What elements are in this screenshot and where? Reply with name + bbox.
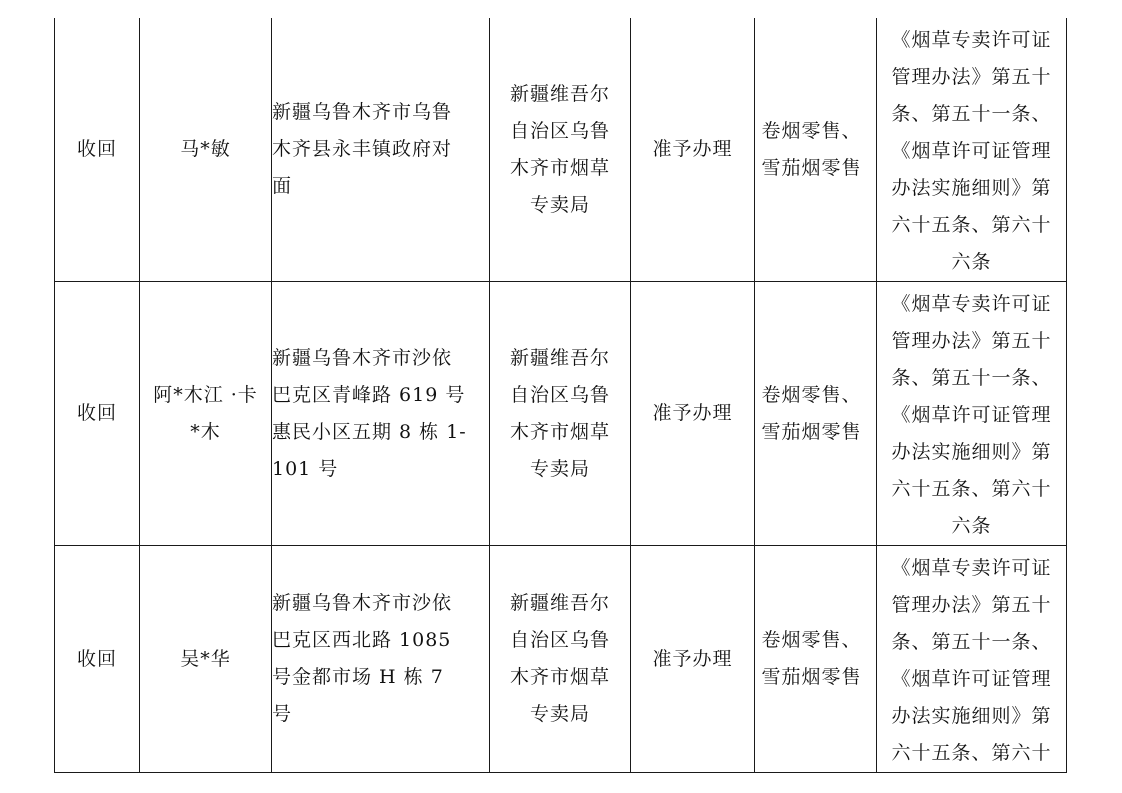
authority-text: 新疆维吾尔自治区乌鲁木齐市烟草专卖局: [509, 82, 610, 216]
address-text: 新疆乌鲁木齐市沙依巴克区青峰路 619 号惠民小区五期 8 栋 1-101 号: [272, 346, 467, 480]
action-text: 收回: [76, 647, 117, 670]
action-cell: [55, 18, 140, 282]
decision-cell: [631, 18, 755, 282]
name-text: 马*敏: [180, 138, 231, 160]
name-cell: [140, 546, 272, 773]
scope-cell: [755, 282, 877, 546]
address-text: 新疆乌鲁木齐市乌鲁木齐县永丰镇政府对面: [272, 101, 453, 197]
legal-basis-cell: [877, 282, 1067, 546]
name-cell: [140, 18, 272, 282]
name-cell: [140, 282, 272, 546]
action-cell: [55, 282, 140, 546]
scope-text: 卷烟零售、雪茄烟零售: [761, 119, 862, 179]
legal-basis-text: 《烟草专卖许可证管理办法》第五十条、第五十一条、《烟草许可证管理办法实施细则》第六十五条、第六十: [891, 557, 1052, 764]
table-row: [55, 18, 1067, 282]
authority-cell: [490, 18, 631, 282]
legal-basis-cell: [877, 18, 1067, 282]
authority-cell: [490, 546, 631, 773]
scope-cell: [755, 546, 877, 773]
legal-basis-text: 《烟草专卖许可证管理办法》第五十条、第五十一条、《烟草许可证管理办法实施细则》第六十五条、第六十六条: [891, 29, 1052, 273]
action-text: 收回: [76, 138, 117, 160]
scope-text: 卷烟零售、雪茄烟零售: [761, 383, 862, 443]
decision-text: 准予办理: [652, 138, 733, 160]
action-cell: [55, 546, 140, 773]
address-cell: [272, 18, 490, 282]
authority-text: 新疆维吾尔自治区乌鲁木齐市烟草专卖局: [509, 346, 610, 480]
scope-cell: [755, 18, 877, 282]
action-text: 收回: [76, 402, 117, 424]
license-records-table: [54, 18, 1067, 773]
address-cell: [272, 546, 490, 773]
address-cell: [272, 282, 490, 546]
name-text: 阿*木江 ·卡*木: [153, 383, 258, 443]
decision-cell: [631, 546, 755, 773]
table-row: [55, 546, 1067, 773]
decision-cell: [631, 282, 755, 546]
authority-text: 新疆维吾尔自治区乌鲁木齐市烟草专卖局: [509, 592, 610, 725]
address-text: 新疆乌鲁木齐市沙依巴克区西北路 1085 号金都市场 H 栋 7 号: [272, 592, 453, 725]
table-row: [55, 282, 1067, 546]
legal-basis-text: 《烟草专卖许可证管理办法》第五十条、第五十一条、《烟草许可证管理办法实施细则》第六十五条、第六十六条: [891, 293, 1052, 537]
decision-text: 准予办理: [652, 402, 733, 424]
scope-text: 卷烟零售、雪茄烟零售: [761, 629, 862, 688]
name-text: 吴*华: [180, 647, 231, 670]
decision-text: 准予办理: [652, 647, 733, 670]
legal-basis-cell: [877, 546, 1067, 773]
authority-cell: [490, 282, 631, 546]
